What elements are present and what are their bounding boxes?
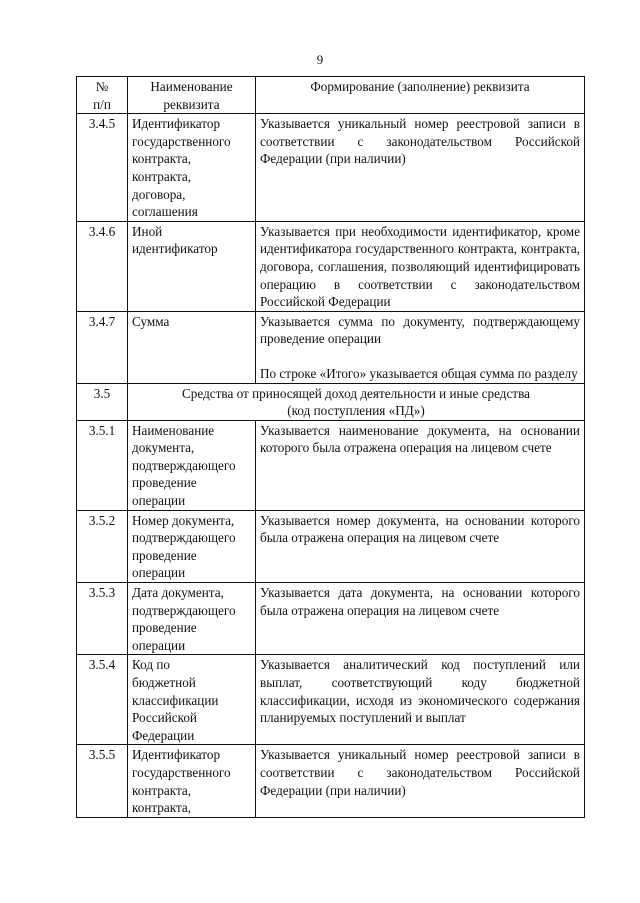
row-name-line: операции xyxy=(132,565,186,581)
row-number: 3.5.2 xyxy=(77,510,128,582)
row-description: Указывается номер документа, на основании которого была отражена операция на лицевом счете xyxy=(256,510,585,582)
row-name-line: Идентификатор xyxy=(132,116,221,132)
row-number: 3.4.5 xyxy=(77,114,128,222)
row-name-line: соглашения xyxy=(132,204,198,220)
row-name-line: контракта, xyxy=(132,151,192,167)
row-number: 3.4.7 xyxy=(77,311,128,383)
row-description: Указывается аналитический код поступлений или выплат, соответствующий коду бюджетной классификации, исходя из экономического содержания планируемых поступлений и выплат xyxy=(256,655,585,745)
row-name-line: операции xyxy=(132,637,186,653)
row-name-line: Федерации xyxy=(132,727,195,743)
table-row xyxy=(77,311,585,383)
row-name-line: Иной xyxy=(132,223,163,239)
section-row xyxy=(77,383,585,420)
row-description-paragraph: Указывается сумма по документу, подтверждающему проведение операции xyxy=(260,313,580,347)
row-number: 3.5.1 xyxy=(77,420,128,510)
row-description: Указывается при необходимости идентификатор, кроме идентификатора государственного контракта, контракта, договора, соглашения, позволяющий идентифицировать операцию в соответствии с законодательством Российской Федерации xyxy=(256,221,585,311)
header-number-line: № xyxy=(95,79,109,94)
row-name-line: Российской xyxy=(132,710,197,726)
row-name-line: Наименование xyxy=(132,422,215,438)
row-name-line: Сумма xyxy=(132,313,170,329)
row-description: Указывается уникальный номер реестровой записи в соответствии с законодательством Российской Федерации (при наличии) xyxy=(256,745,585,817)
row-description xyxy=(256,311,585,383)
row-name-line: классификации xyxy=(132,692,219,708)
header-name-line: Наименование xyxy=(150,79,233,94)
table-row xyxy=(77,221,585,311)
table-row xyxy=(77,583,585,655)
row-name xyxy=(128,583,256,655)
header-number-line: п/п xyxy=(93,96,111,112)
row-name-line: Номер документа, xyxy=(132,512,235,528)
header-number xyxy=(77,77,128,114)
header-name xyxy=(128,77,256,114)
row-name xyxy=(128,510,256,582)
row-name-line: идентификатор xyxy=(132,241,218,257)
table-row xyxy=(77,420,585,510)
row-name-line: документа, xyxy=(132,440,195,456)
row-description: Указывается уникальный номер реестровой записи в соответствии с законодательством Российской Федерации (при наличии) xyxy=(256,114,585,222)
header-description: Формирование (заполнение) реквизита xyxy=(256,77,585,114)
section-title-line: (код поступления «ПД») xyxy=(287,403,425,419)
table-row xyxy=(77,510,585,582)
requisites-table xyxy=(76,76,585,818)
row-name-line: государственного xyxy=(132,764,231,780)
row-number: 3.5.5 xyxy=(77,745,128,817)
row-name xyxy=(128,114,256,222)
row-name-line: операции xyxy=(132,493,186,509)
row-name-line: контракта, xyxy=(132,168,192,184)
row-name-line: проведение xyxy=(132,547,197,563)
row-name xyxy=(128,655,256,745)
row-name xyxy=(128,311,256,383)
row-name-line: проведение xyxy=(132,475,197,491)
section-number: 3.5 xyxy=(77,383,128,420)
row-name xyxy=(128,420,256,510)
row-name-line: подтверждающего xyxy=(132,457,236,473)
row-name xyxy=(128,745,256,817)
section-title-line: Средства от приносящей доход деятельности и иные средства xyxy=(182,385,530,401)
row-name-line: государственного xyxy=(132,133,231,149)
row-name-line: Идентификатор xyxy=(132,747,221,763)
row-number: 3.5.4 xyxy=(77,655,128,745)
row-name-line: контракта, xyxy=(132,782,192,798)
section-title xyxy=(128,383,585,420)
page-number: 9 xyxy=(316,52,324,67)
row-name-line: контракта, xyxy=(132,800,192,816)
row-name-line: Код по xyxy=(132,657,171,673)
row-description-paragraph: По строке «Итого» указывается общая сумма по разделу xyxy=(260,365,578,381)
row-name-line: подтверждающего xyxy=(132,530,236,546)
header-name-line: реквизита xyxy=(163,96,220,112)
row-name-line: подтверждающего xyxy=(132,602,236,618)
row-name-line: проведение xyxy=(132,620,197,636)
row-number: 3.5.3 xyxy=(77,583,128,655)
row-name-line: Дата документа, xyxy=(132,585,224,601)
table-row xyxy=(77,745,585,817)
row-description: Указывается наименование документа, на основании которого была отражена операция на лицевом счете xyxy=(256,420,585,510)
row-name xyxy=(128,221,256,311)
table-header-row xyxy=(77,77,585,114)
row-description: Указывается дата документа, на основании которого была отражена операция на лицевом счете xyxy=(256,583,585,655)
row-number: 3.4.6 xyxy=(77,221,128,311)
row-name-line: бюджетной xyxy=(132,675,196,690)
table-row xyxy=(77,114,585,222)
table-row xyxy=(77,655,585,745)
row-name-line: договора, xyxy=(132,186,186,202)
